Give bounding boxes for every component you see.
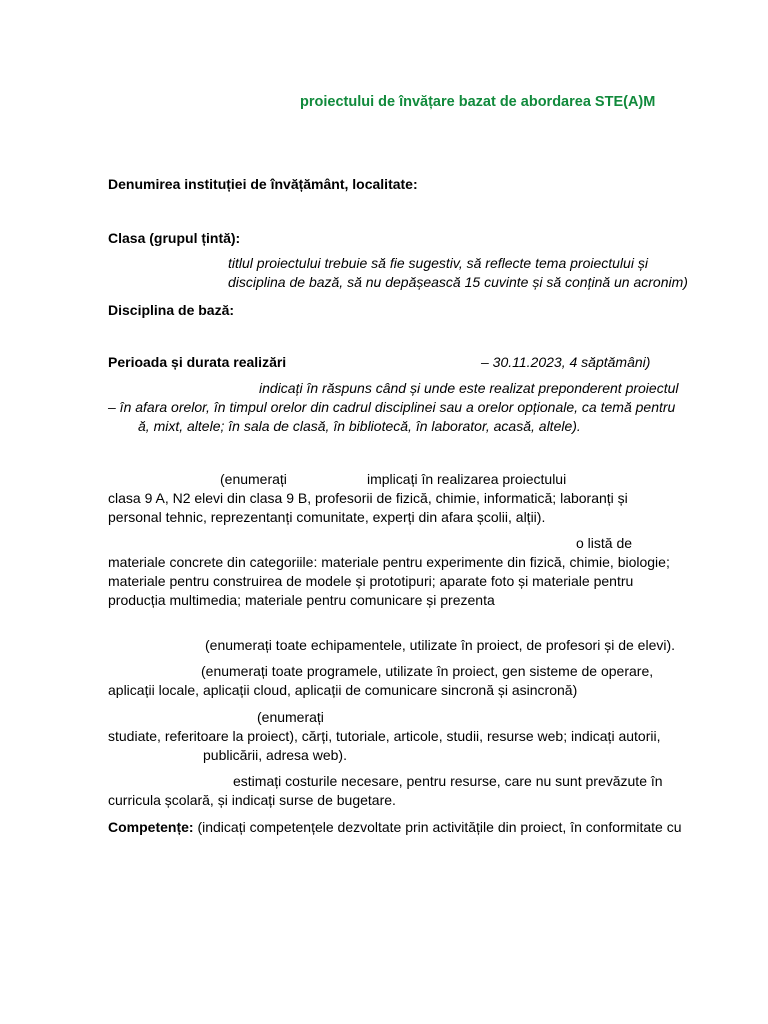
period-label: Perioada și durata realizări [108,354,287,370]
discipline-label: Disciplina de bază: [108,302,235,318]
class-label: Clasa (grupul țintă): [108,230,241,246]
participants-involved: implicați în realizarea proiectului [367,471,567,487]
software-line-1: (enumerați toate programele, utilizate în proiect, gen sisteme de operare, [201,663,654,679]
competences-text: (indicați competențele dezvoltate prin activitățile din proiect, în conformitate cu [193,819,682,835]
location-hint-line-1: indicați în răspuns când și unde este realizat preponderent proiectul [259,380,679,396]
participants-enum: (enumerați [220,471,287,487]
equipment-text: (enumerați toate echipamentele, utilizate în proiect, de profesori și de elevi). [205,637,676,653]
materials-line-3: producția multimedia; materiale pentru comunicare și prezenta [108,592,495,608]
references-line-3: publicării, adresa web). [203,747,347,763]
costs-line-1: estimați costurile necesare, pentru resurse, care nu sunt prevăzute în [233,773,663,789]
software-line-2: aplicații locale, aplicații cloud, aplicații de comunicare sincronă și asincronă) [108,682,578,698]
references-line-2: studiate, referitoare la proiect), cărți, tutoriale, articole, studii, resurse web; indicați autorii, [108,728,661,744]
costs-line-2: curricula școlară, și indicați surse de bugetare. [108,792,396,808]
page-title: proiectului de învățare bazat de abordarea STE(A)M [300,94,656,110]
competences-paragraph [108,818,681,836]
materials-line-2: materiale pentru construirea de modele și prototipuri; aparate foto și materiale pentru [108,573,634,589]
references-line-1: (enumerați [257,709,324,725]
location-hint-line-3: ă, mixt, altele; în sala de clasă, în bibliotecă, în laborator, acasă, altele). [138,418,581,434]
project-title-hint-line-1: titlul proiectului trebuie să fie sugestiv, să reflecte tema proiectului și [228,255,648,271]
institution-label: Denumirea instituției de învățământ, localitate: [108,176,418,192]
participants-line-1: clasa 9 A, N2 elevi din clasa 9 B, profesorii de fizică, chimie, informatică; laboranți și [108,490,628,506]
participants-line-2: personal tehnic, reprezentanți comunitate, experți din afara școlii, alții). [108,509,546,525]
location-hint-line-2: – în afara orelor, în timpul orelor din cadrul disciplinei sau a orelor opționale, ca temă pentru [108,399,676,415]
competences-label: Competențe: [108,819,194,835]
materials-line-1: materiale concrete din categoriile: materiale pentru experimente din fizică, chimie, biologie; [108,554,670,570]
project-title-hint-line-2: disciplina de bază, să nu depășească 15 cuvinte și să conțină un acronim) [228,274,688,290]
period-value: – 30.11.2023, 4 săptămâni) [481,354,651,370]
materials-lead: o listă de [576,535,633,551]
